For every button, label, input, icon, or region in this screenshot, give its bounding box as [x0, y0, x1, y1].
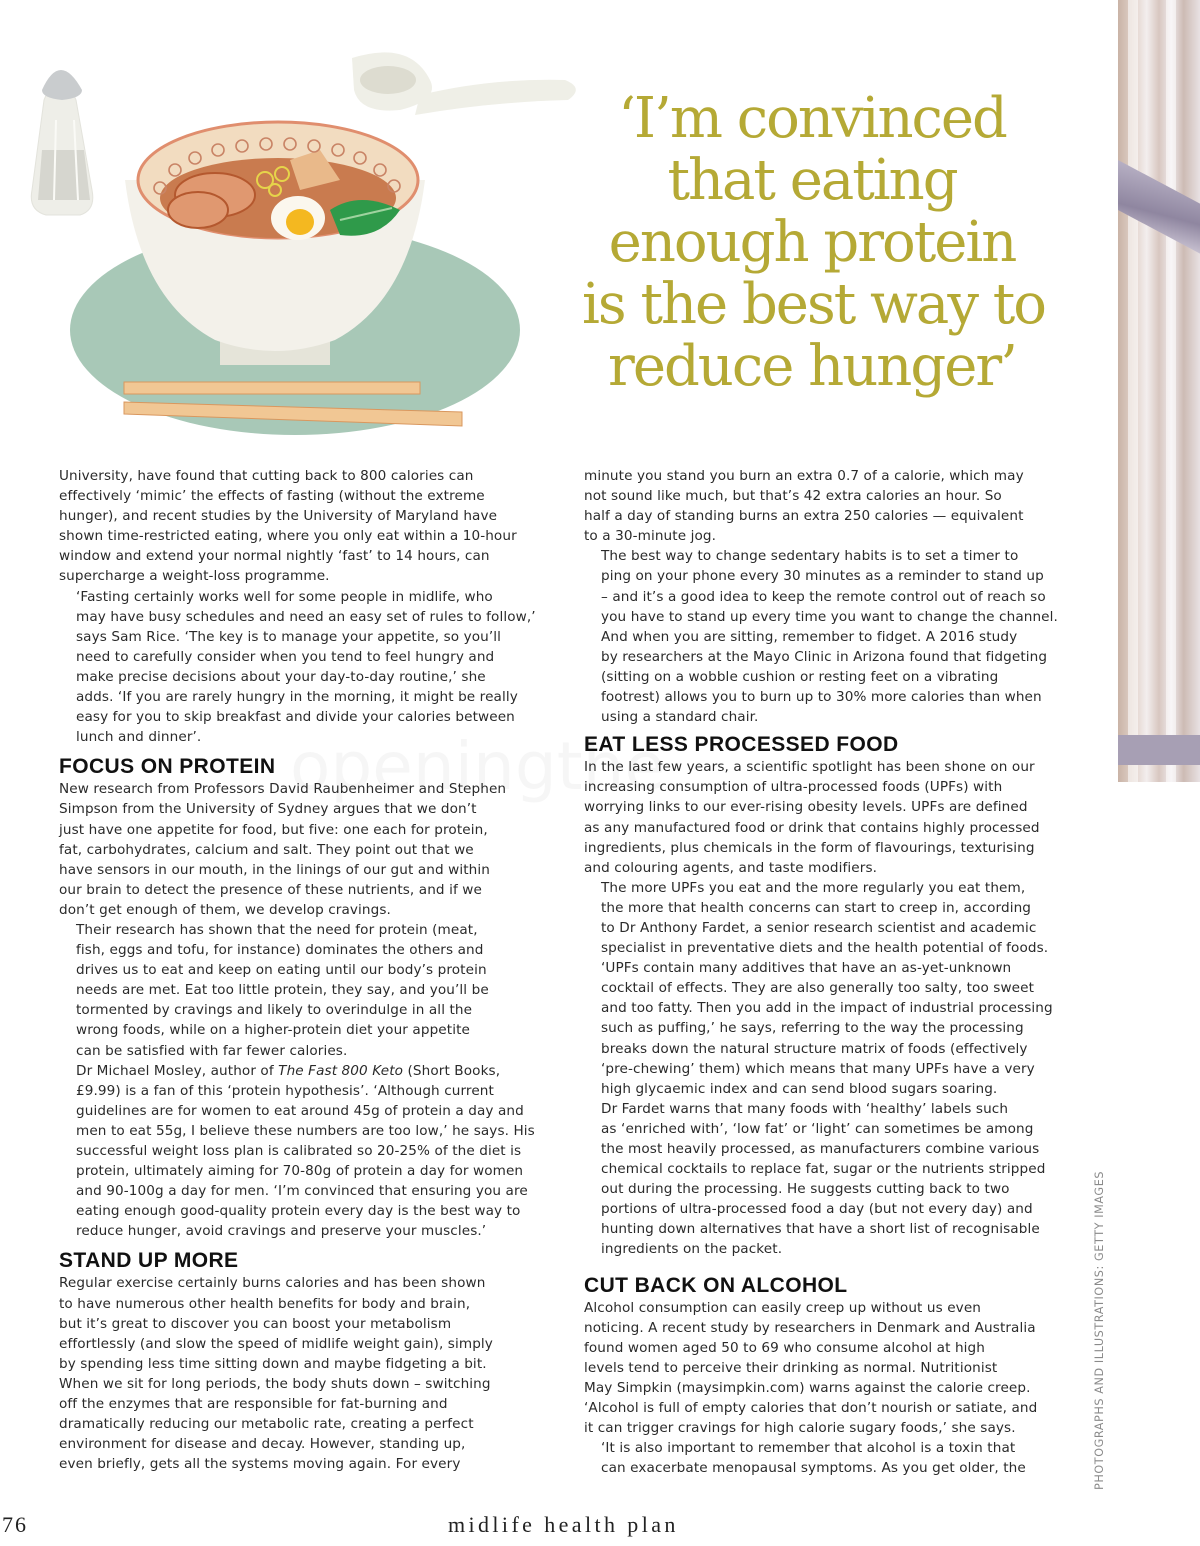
- section-heading-alcohol: CUT BACK ON ALCOHOL: [584, 1273, 848, 1297]
- pull-quote-line: enough protein: [608, 210, 1016, 275]
- section-heading-processed-food: EAT LESS PROCESSED FOOD: [584, 733, 899, 757]
- section-heading-protein: FOCUS ON PROTEIN: [59, 755, 276, 779]
- paragraph: Alcohol consumption can easily creep up without us even noticing. A recent study by researchers in Denmark and Australia found women aged 50 to 69 who consume alcohol at high levels tend to perceive their drinking as normal. Nutritionist May Simpkin (maysimpkin.com) warns against the calorie creep. ‘Alcohol is full of empty calories that don’t nourish or satiate, and it can trigger cravings for high calorie sugary foods,’ she says.: [584, 1299, 1038, 1437]
- running-title: midlife health plan: [448, 1512, 679, 1537]
- paragraph: University, have found that cutting back to 800 calories can effectively ‘mimic’ the effects of fasting (without the extreme hunger), and recent studies by the University of Maryland have shown time-restricted eating, where you only eat within a 10-hour window and extend your normal nightly ‘fast’ to 14 hours, can supercharge a weight-loss programme.: [59, 468, 517, 585]
- photo-credit: PHOTOGRAPHS AND ILLUSTRATIONS: GETTY IMAGES: [1093, 1170, 1106, 1490]
- page-number: 76: [2, 1512, 28, 1537]
- soup-spoon-icon: [352, 52, 576, 115]
- paragraph: And when you are sitting, remember to fidget. A 2016 study by researchers at the Mayo Clinic in Arizona found that fidgeting (sitting on a wobble cushion or resting feet on a vibrating footrest) allows you to burn up to 30% more calories than when using a standard chair.: [601, 628, 1048, 726]
- pull-quote-line: that eating: [667, 148, 957, 213]
- paragraph: New research from Professors David Raubenheimer and Stephen Simpson from the University of Sydney argues that we don’t just have one appetite for food, but five: one each for protein, fat, carbohydrates, calcium and salt. They point out that we have sensors in our mouth, in the linings of our gut and within our brain to detect the presence of these nutrients, and if we don’t get enough of them, we develop cravings.: [59, 781, 507, 918]
- pull-quote-line: ‘I’m convinced: [618, 86, 1006, 151]
- left-column: [59, 466, 564, 1474]
- book-title: The Fast 800 Keto: [278, 1062, 404, 1079]
- paragraph: ‘UPFs contain many additives that have an as-yet-unknown cocktail of effects. They are also generally too salty, too sweet and too fatty. Then you add in the impact of industrial processing such as puffing,’ he says, referring to the way the processing breaks down the natural structure matrix of foods (effectively ‘pre-chewing’ them) which means that many UPFs have a very high glycaemic index and can send blood sugars soaring.: [601, 960, 1053, 1097]
- paragraph: ‘Fasting certainly works well for some people in midlife, who may have busy schedules and need an easy set of rules to follow,’ says Sam Rice. ‘The key is to manage your appetite, so you’ll need to carefully consider when you tend to feel hungry and make precise decisions about your day-to-day routine,’ she adds. ‘If you are rarely hungry in the morning, it might be really easy for you to skip breakfast and divide your calories between lunch and dinner’.: [76, 588, 536, 746]
- paragraph: Regular exercise certainly burns calories and has been shown to have numerous other health benefits for body and brain, but it’s great to discover you can boost your metabolism effortlessly (and slow the speed of midlife weight gain), simply by spending less time sitting down and maybe fidgeting a bit. When we sit for long periods, the body shuts down – switching off the enzymes that are responsible for fat-burning and dramatically reducing our metabolic rate, creating a perfect environment for disease and decay. However, standing up, even briefly, gets all the systems moving again. For every: [59, 1275, 493, 1473]
- pull-quote: [582, 86, 1045, 399]
- paragraph: The best way to change sedentary habits is to set a timer to ping on your phone every 30 minutes as a reminder to stand up – and it’s a good idea to keep the remote control out of reach so you have to stand up every time you want to change the channel.: [601, 548, 1058, 625]
- ramen-bowl-illustration: [20, 40, 590, 440]
- paragraph: In the last few years, a scientific spotlight has been shone on our increasing consumption of ultra-processed foods (UPFs) with worrying links to our ever-rising obesity levels. UPFs are defined as any manufactured food or drink that contains highly processed ingredients, plus chemicals in the form of flavourings, texturising and colouring agents, and taste modifiers.: [584, 759, 1040, 876]
- paragraph: The more UPFs you eat and the more regularly you eat them, the more that health concerns can start to creep in, according to Dr Anthony Fardet, a senior research scientist and academic specialist in preventative diets and the health potential of foods.: [601, 879, 1049, 957]
- pull-quote-line: reduce hunger’: [608, 334, 1016, 399]
- section-heading-stand-up: STAND UP MORE: [59, 1249, 239, 1273]
- paragraph: Dr Michael Mosley, author of The Fast 800 Keto (Short Books, £9.99) is a fan of this ‘protein hypothesis’. ‘Although current guidelines are for women to eat around 45g of protein a day and men to eat 55g, I believe these numbers are too low,’ he says. His successful weight loss plan is calibrated so 20-25% of the diet is protein, ultimately aiming for 70-80g of protein a day for women and 90-100g a day for men. ‘I’m convinced that ensuring you are eating enough good-quality protein every day is the best way to reduce hunger, avoid cravings and preserve your muscles.’: [76, 1062, 535, 1240]
- paragraph: Dr Fardet warns that many foods with ‘healthy’ labels such as ‘enriched with’, ‘low fat’ or ‘light’ can sometimes be among the most heavily processed, as manufacturers combine various chemical cocktails to replace fat, sugar or the nutrients stripped out during the processing. He suggests cutting back to two portions of ultra-processed food a day (but not every day) and hunting down alternatives that have a short list of recognisable ingredients on the packet.: [601, 1100, 1046, 1258]
- paragraph: Their research has shown that the need for protein (meat, fish, eggs and tofu, for instance) dominates the others and drives us to eat and keep on eating until our body’s protein needs are met. Eat too little protein, they say, and you’ll be tormented by cravings and likely to overindulge in all the wrong foods, while on a higher-protein diet your appetite can be satisfied with far fewer calories.: [76, 921, 489, 1059]
- paragraph: ‘It is also important to remember that alcohol is a toxin that can exacerbate menopausal symptoms. As you get older, the: [601, 1440, 1026, 1477]
- paragraph: minute you stand you burn an extra 0.7 of a calorie, which may not sound like much, but that’s 42 extra calories an hour. So half a day of standing burns an extra 250 calories — equivalent to a 30-minute jog.: [584, 468, 1024, 545]
- window-photo: [1118, 0, 1200, 782]
- right-column: [584, 466, 1089, 1478]
- pull-quote-line: is the best way to: [582, 272, 1045, 337]
- salt-shaker-icon: [31, 70, 93, 215]
